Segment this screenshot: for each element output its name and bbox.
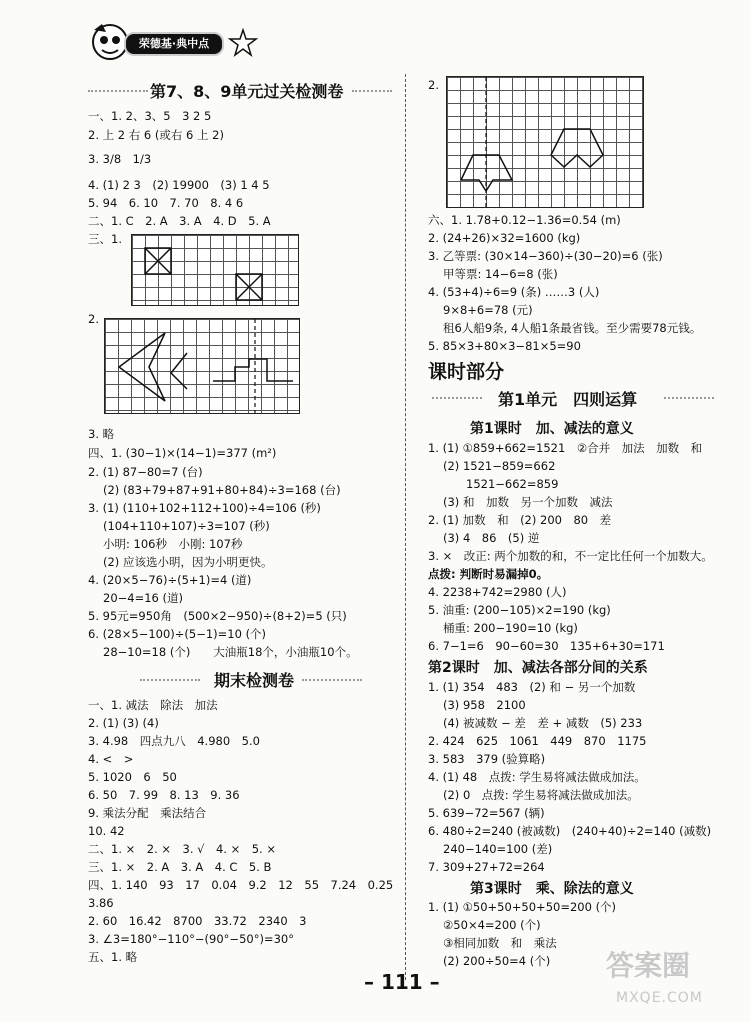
lesson-title: 第2课时 加、减法各部分间的关系 [428, 660, 648, 676]
answer-line: 五、1. 略 [88, 950, 138, 964]
answer-line: 3. 乙等票: (30×14−360)÷(30−20)=6 (张) [428, 249, 663, 263]
answer-line: 4. (1) 48 点拨: 学生易将减法做成加法。 [428, 770, 646, 784]
section-heading: 期末检测卷 [214, 671, 295, 690]
answer-line: 三、1. × 2. A 3. A 4. C 5. B [88, 860, 272, 874]
heading-dots-left [432, 397, 482, 401]
answer-line: 四、1. 140 93 17 0.04 9.2 12 55 7.24 0.25 [88, 878, 394, 892]
answer-line: 7. 309+27+72=264 [428, 860, 545, 874]
answer-line: 二、1. × 2. × 3. √ 4. × 5. × [88, 842, 277, 856]
answer-line: 3. × 改正: 两个加数的和，不一定比任何一个加数大。 [428, 549, 713, 563]
answer-line: 3. 略 [88, 427, 115, 441]
answer-line: 240−140=100 (差) [443, 842, 553, 856]
answer-line: ③相同加数 和 乘法 [443, 936, 557, 950]
grid-figure-1 [131, 234, 299, 306]
brand-logo [88, 22, 268, 66]
answer-line: ②50×4=200 (个) [443, 918, 541, 932]
watermark-url: MXQE.COM [616, 990, 703, 1006]
heading-dots-left [88, 90, 148, 94]
answer-line: (2) 0 点拨: 学生易将减法做成加法。 [443, 788, 639, 802]
star-icon [228, 28, 258, 58]
answer-line: 5. 639−72=567 (辆) [428, 806, 545, 820]
heading-dots-right [664, 397, 714, 401]
answer-line: 2. 60 16.42 8700 33.72 2340 3 [88, 914, 307, 928]
answer-line: 6. 50 7. 99 8. 13 9. 36 [88, 788, 240, 802]
answer-line: 四、1. (30−1)×(14−1)=377 (m²) [88, 446, 277, 460]
answer-line: 10. 42 [88, 824, 125, 838]
answer-line: 3. 583 379 (验算略) [428, 752, 546, 766]
answer-line: 6. (28×5−100)÷(5−1)=10 (个) [88, 627, 267, 641]
answer-line: 4. 2238+742=2980 (人) [428, 585, 567, 599]
answer-line: (3) 4 86 (5) 逆 [443, 531, 540, 545]
answer-line: 2. (1) 87−80=7 (台) [88, 465, 203, 479]
answer-line: 3. 3/8 1/3 [88, 152, 152, 166]
answer-line: 6. 480÷2=240 (被减数) (240+40)÷2=140 (减数) [428, 824, 712, 838]
watermark-logo: 答案圈 [606, 949, 691, 982]
answer-line: 1. (1) ①50+50+50+50=200 (个) [428, 900, 617, 914]
column-divider [405, 74, 406, 980]
answer-line: 三、1. [88, 232, 122, 246]
answer-line: (2) 1521−859=662 [443, 459, 556, 473]
answer-line: 甲等票: 14−6=8 (张) [443, 267, 558, 281]
grid-figure-3 [446, 76, 644, 208]
unit-title: 第1单元 四则运算 [498, 390, 638, 409]
answer-line: 2. (1) 加数 和 (2) 200 80 差 [428, 513, 612, 527]
answer-line: 28−10=18 (个) 大油瓶18个，小油瓶10个。 [103, 645, 358, 659]
answer-line: (4) 被减数 − 差 差 + 减数 (5) 233 [443, 716, 643, 730]
logo-text: 荣德基·典中点 [124, 32, 224, 56]
answer-line: 二、1. C 2. A 3. A 4. D 5. A [88, 214, 271, 228]
answer-line: 20−4=16 (道) [103, 591, 183, 605]
answer-line: 1521−662=859 [466, 477, 559, 491]
answer-line: 5. 94 6. 10 7. 70 8. 4 6 [88, 196, 244, 210]
answer-line: 4. (1) 2 3 (2) 19900 (3) 1 4 5 [88, 178, 270, 192]
answer-line: 9. 乘法分配 乘法结合 [88, 806, 207, 820]
page-number: – 111 – [364, 970, 440, 994]
part-title: 课时部分 [428, 361, 505, 383]
answer-line: (2) 200÷50=4 (个) [443, 954, 551, 968]
answer-line: 小明: 106秒 小刚: 107秒 [103, 537, 243, 551]
answer-line: 5. 85×3+80×3−81×5=90 [428, 339, 581, 353]
answer-line: 1. (1) 354 483 (2) 和 − 另一个加数 [428, 680, 636, 694]
lesson-title: 第3课时 乘、除法的意义 [470, 881, 634, 897]
answer-line: 9×8+6=78 (元) [443, 303, 533, 317]
lesson-title: 第1课时 加、减法的意义 [470, 421, 634, 437]
answer-line: 2. [428, 78, 439, 92]
answer-line: 3. 4.98 四点九八 4.980 5.0 [88, 734, 260, 748]
heading-dots-left [140, 679, 200, 683]
answer-line: (104+110+107)÷3=107 (秒) [103, 519, 270, 533]
answer-line: 2. 上 2 右 6 (或右 6 上 2) [88, 128, 224, 142]
answer-line: 3. ∠3=180°−110°−(90°−50°)=30° [88, 932, 294, 946]
answer-line: (3) 958 2100 [443, 698, 526, 712]
answer-line: 3.86 [88, 896, 114, 910]
answer-line: 一、1. 减法 除法 加法 [88, 698, 218, 712]
answer-line: 六、1. 1.78+0.12−1.36=0.54 (m) [428, 213, 621, 227]
answer-line: 6. 7−1=6 90−60=30 135+6+30=171 [428, 639, 665, 653]
answer-line: 4. (53+4)÷6=9 (条) ……3 (人) [428, 285, 600, 299]
answer-line: 租6人船9条, 4人船1条最省钱。至少需要78元钱。 [443, 321, 702, 335]
answer-line: 5. 油重: (200−105)×2=190 (kg) [428, 603, 611, 617]
answer-line: 4. (20×5−76)÷(5+1)=4 (道) [88, 573, 252, 587]
answer-line: 3. (1) (110+102+112+100)÷4=106 (秒) [88, 501, 321, 515]
answer-line: 5. 1020 6 50 [88, 770, 177, 784]
answer-line: 一、1. 2、3、5 3 2 5 [88, 109, 212, 123]
section-heading: 第7、8、9单元过关检测卷 [150, 82, 344, 101]
answer-line: 1. (1) ①859+662=1521 ②合并 加法 加数 和 [428, 441, 703, 455]
answer-line: 4. < > [88, 752, 134, 766]
answer-line: 2. (24+26)×32=1600 (kg) [428, 231, 581, 245]
grid-figure-2 [104, 318, 300, 414]
answer-line: (3) 和 加数 另一个加数 减法 [443, 495, 613, 509]
answer-line: 桶重: 200−190=10 (kg) [443, 621, 578, 635]
answer-line: 2. [88, 312, 99, 326]
answer-line: 2. (1) (3) (4) [88, 716, 159, 730]
heading-dots-right [302, 679, 362, 683]
answer-line: 点拨: 判断时易漏掉0。 [428, 567, 549, 581]
heading-dots-right [352, 90, 392, 94]
answer-line: 5. 95元=950角 (500×2−950)÷(8+2)=5 (只) [88, 609, 347, 623]
answer-line: (2) (83+79+87+91+80+84)÷3=168 (台) [103, 483, 341, 497]
answer-line: 2. 424 625 1061 449 870 1175 [428, 734, 647, 748]
answer-line: (2) 应该选小明，因为小明更快。 [103, 555, 273, 569]
